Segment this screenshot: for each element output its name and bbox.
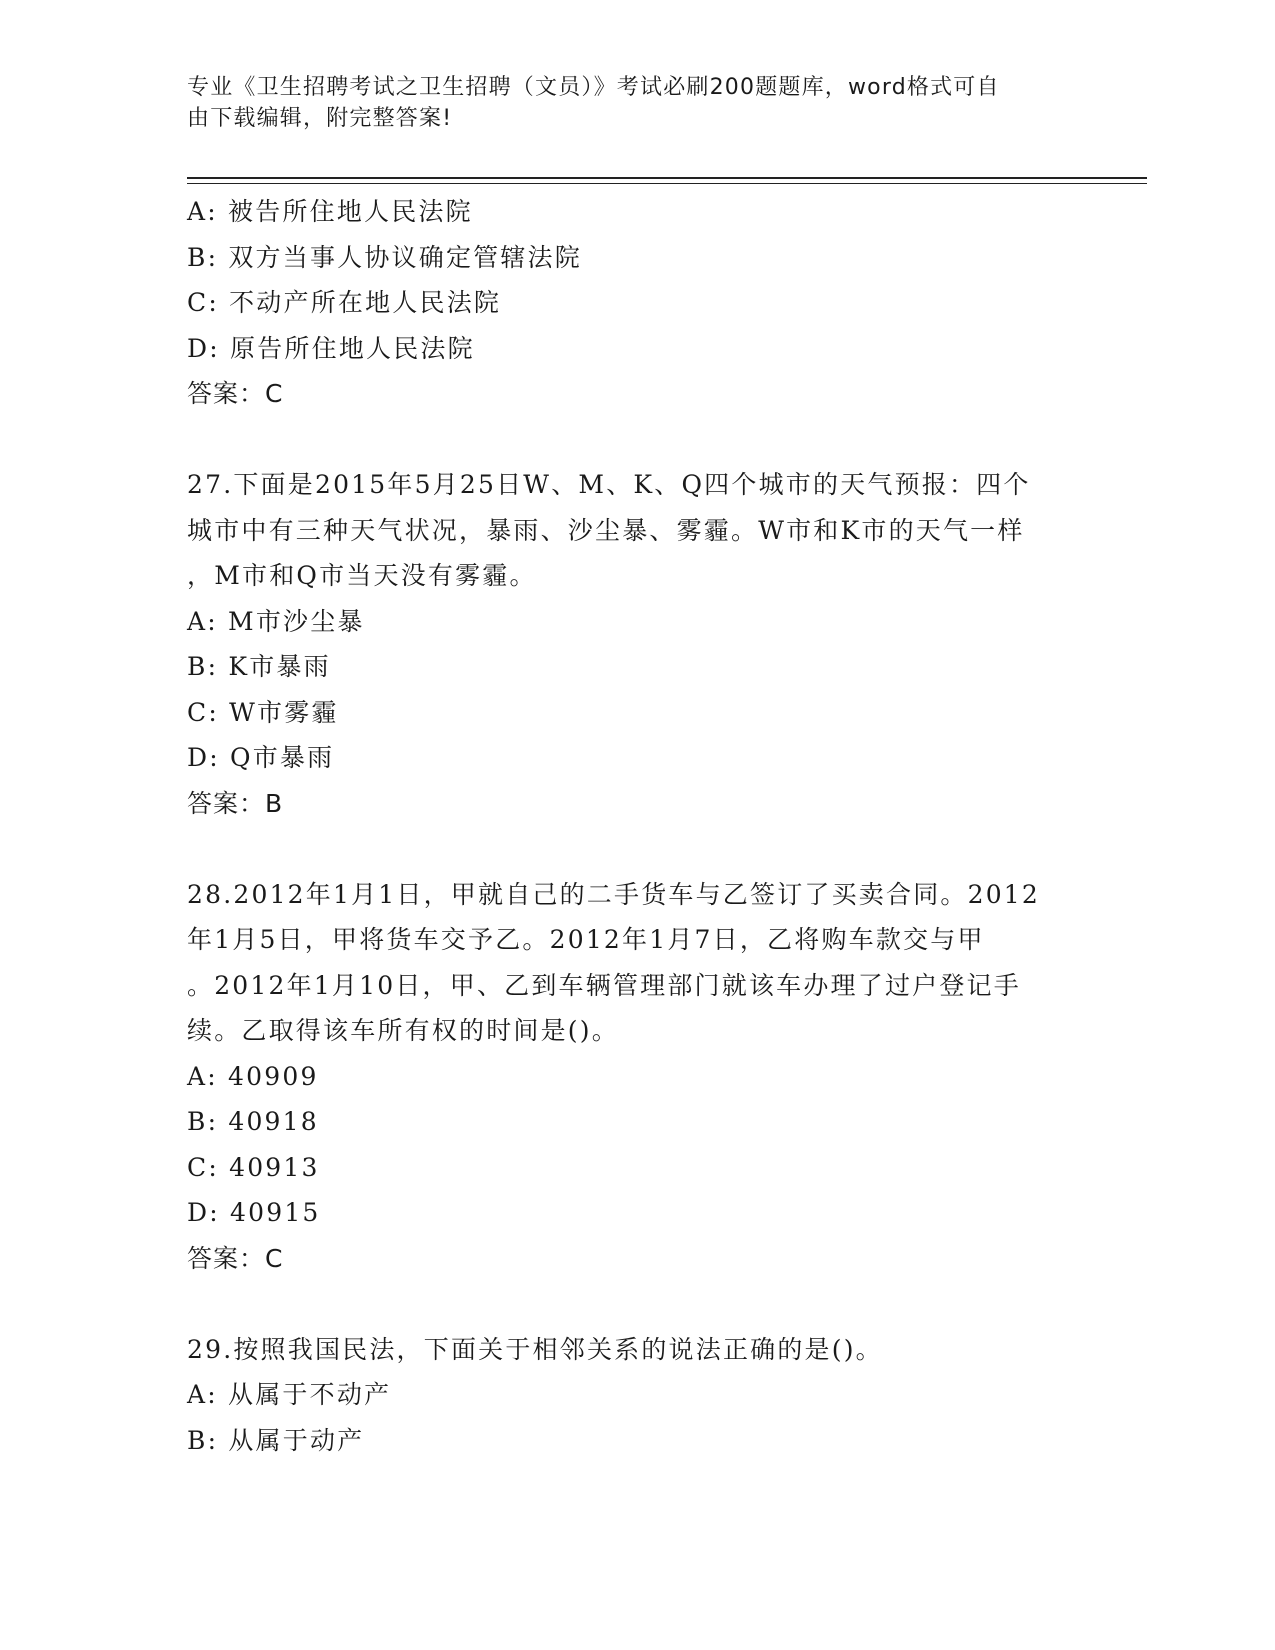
option-a: A: 40909 (187, 1061, 319, 1091)
option-d: D: 40915 (187, 1198, 321, 1227)
option-c: C: 40913 (187, 1152, 320, 1182)
spacer (187, 417, 1147, 463)
option-b: B: K市暴雨 (187, 652, 331, 681)
spacer (187, 826, 1147, 872)
option-a: A: M市沙尘暴 (187, 606, 365, 636)
option-c: C: W市雾霾 (187, 697, 339, 727)
question-stem-line: 28.2012年1月1日，甲就自己的二手货车与乙签订了买卖合同。2012 (187, 879, 1041, 909)
option-b: B: 40918 (187, 1107, 319, 1136)
question-list (187, 189, 1147, 1463)
question-29 (187, 1327, 1147, 1464)
question-28 (187, 872, 1147, 1282)
option-d: D: 原告所住地人民法院 (187, 333, 475, 363)
header-title-line-1: 专业《卫生招聘考试之卫生招聘（文员）》考试必刷200题题库，word格式可自 (187, 75, 1000, 100)
option-a: A: 从属于不动产 (187, 1380, 392, 1409)
answer: 答案：C (187, 379, 284, 408)
document-header (187, 72, 1087, 134)
question-stem-line: ，M市和Q市当天没有雾霾。 (187, 561, 537, 590)
question-stem-line: 年1月5日，甲将货车交予乙。2012年1月7日，乙将购车款交与甲 (187, 925, 985, 954)
header-divider-thin (187, 183, 1147, 184)
option-d: D: Q市暴雨 (187, 743, 335, 772)
question-stem-line: 27.下面是2015年5月25日W、M、K、Q四个城市的天气预报：四个 (187, 470, 1031, 499)
answer: 答案：B (187, 788, 284, 818)
question-stem-line: 。2012年1月10日，甲、乙到车辆管理部门就该车办理了过户登记手 (187, 970, 1021, 1000)
question-26 (187, 189, 1147, 417)
option-b: B: 双方当事人协议确定管辖法院 (187, 242, 582, 272)
option-b: B: 从属于动产 (187, 1425, 365, 1455)
header-divider-thick (187, 177, 1147, 179)
question-stem-line: 29.按照我国民法，下面关于相邻关系的说法正确的是()。 (187, 1334, 883, 1364)
document-page (187, 0, 1147, 1650)
option-a: A: 被告所住地人民法院 (187, 197, 473, 226)
question-stem-line: 续。乙取得该车所有权的时间是()。 (187, 1016, 619, 1045)
question-27 (187, 462, 1147, 826)
spacer (187, 1281, 1147, 1327)
option-c: C: 不动产所在地人民法院 (187, 288, 502, 317)
question-stem-line: 城市中有三种天气状况，暴雨、沙尘暴、雾霾。W市和K市的天气一样 (187, 515, 1025, 545)
header-title-line-2: 由下载编辑，附完整答案! (187, 106, 453, 131)
answer: 答案：C (187, 1243, 284, 1273)
